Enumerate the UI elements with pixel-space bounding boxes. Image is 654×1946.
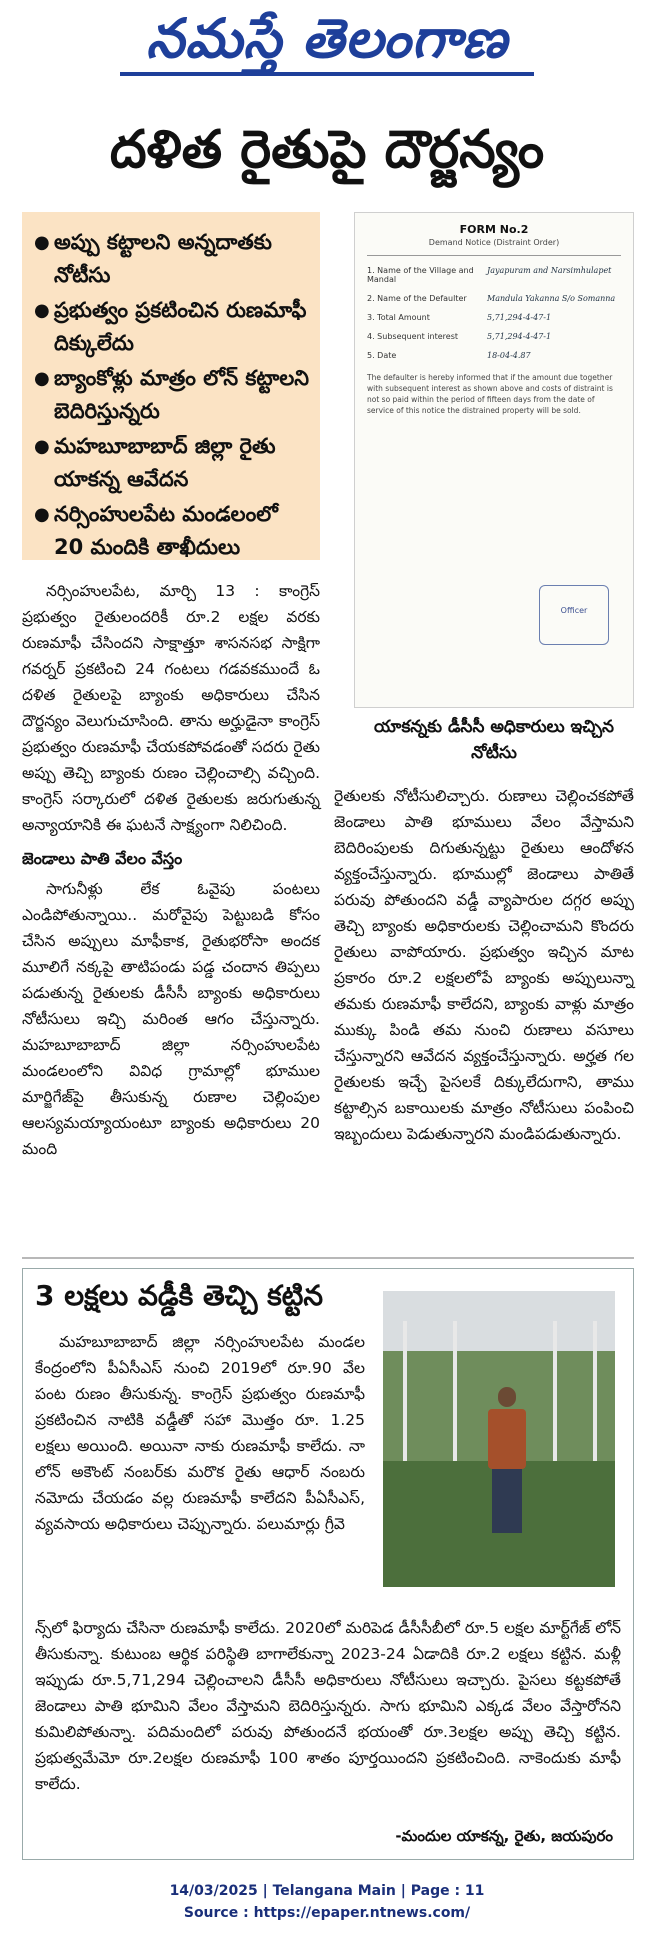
article-body-right: రైతులకు నోటీసులిచ్చారు. రుణాలు చెల్లించకపోతే జెండాలు పాతి భూములు వేలం వేస్తామని బెదిరింపులకు దిగుతున్నట్టు రైతులు ఆందోళన వ్యక్తంచేస్తున్నారు. భూముల్లో జెండాలు పాతితే పరువు పోతుందని వడ్డీ వ్యాపారుల దగ్గర అప్పు తెచ్చి బ్యాంకు అధికారులకు చెల్లించామని కొందరు రైతులు వాపోయారు. ప్రభుత్వం ఇచ్చిన మాట ప్రకారం రూ.2 లక్షలలోపే బ్యాంకు అప్పులున్నా తమకు రుణమాఫీ కాలేదని, బ్యాంకు వాళ్లు మాత్రం ముక్కు పిండి తమ నుంచి రుణాలు వసూలు చేస్తున్నారని ఆవేదన వ్యక్తంచేస్తున్నారు. అర్హత గల రైతులకు ఇచ్చే పైసలకే దిక్కులేదుగాని, తాము కట్టాల్సిన బకాయిలకు మాత్రం నోటీసులు పంపించి ఇబ్బందులు పెడుతున్నారని మండిపడుతున్నారు. [334,787,634,1143]
highlight-item: ● నర్సింహులపేట మండలంలో 20 మందికి తాఖీదులు [34,498,310,564]
article-body-left: సాగునీళ్లు లేక ఓవైపు పంటలు ఎండిపోతున్నాయి.. మరోవైపు పెట్టుబడి కోసం చేసిన అప్పులు మాఫీకాక, రైతుభరోసా అందక మూలిగే నక్కపై తాటిపండు పడ్డ చందాన తిప్పలు పడుతున్న రైతులకు డీసీసీ బ్యాంకు అధికారులు నోటీసులు ఇచ్చి మరింత ఆగం చేస్తున్నారు. మహబూబాబాద్ జిల్లా నర్సింహులపేట మండలంలోని వివిధ గ్రామాల్లో భూముల మార్జిగేజ్‌పై తీసుకున్న రుణాల చెల్లింపుల ఆలస్యమయ్యాయంటూ బ్యాంకు అధికారులు 20 మంది [22,880,320,1158]
footer-date-line: 14/03/2025 | Telangana Main | Page : 11 [169,1883,485,1899]
headline: దళిత రైతుపై దౌర్జన్యం [109,120,545,180]
masthead-title: నమస్తే తెలంగాణ [146,6,508,70]
notice-divider [367,255,621,256]
article-intro: నర్సింహులపేట, మార్చి 13 : కాంగ్రెస్ ప్రభుత్వం రైతులందరికీ రూ.2 లక్షల వరకు రుణమాఫీ చేసిందని సాక్షాత్తూ శాసనసభ సాక్షిగా గవర్నర్ ప్రకటించి 24 గంటలు గడవకముందే ఓ దళిత రైతులపై బ్యాంకు అధికారులు చేసిన దౌర్జన్యం వెలుగుచూసింది. తాను అర్హుడైనా కాంగ్రెస్ ప్రభుత్వం రుణమాఫీ చేయకపోవడంతో సదరు రైతు అప్పు తెచ్చి బ్యాంకు రుణం చెల్లించాల్సి వచ్చింది. కాంగ్రెస్ సర్కారులో దళిత రైతులకు జరుగుతున్న అన్యాయానికి ఈ ఘటనే సాక్ష్యంగా నిలిచింది. [22,582,320,834]
farmer-photo [383,1291,615,1587]
masthead-rule [120,72,534,76]
highlight-item: ● ప్రభుత్వం ప్రకటించిన రుణమాఫీ దిక్కులేదు [34,294,310,360]
notice-document-image [354,212,634,708]
notice-form-subtitle: Demand Notice (Distraint Order) [428,238,560,247]
article-right-column [334,783,634,1147]
notice-paragraph: The defaulter is hereby informed that if the amount due together with subsequent interest as shown above and costs of distraint is not so paid within the period of fifteen days from the date of service of this notice the distrained property will be sold. [367,373,613,415]
article-left-column [22,578,320,1162]
notice-row: 4. Subsequent interest 5,71,294-4-47-1 [367,332,552,341]
notice-row: 3. Total Amount 5,71,294-4-47-1 [367,313,552,322]
notice-row: 2. Name of the Defaulter Mandula Yakanna S/o Somanna [367,294,616,303]
bullet-icon: ● [34,436,50,457]
bullet-icon: ● [34,300,50,321]
farmer-quote-box [22,1268,634,1860]
article-subhead: జెండాలు పాతి వేలం వేస్తం [22,849,183,868]
box-text-bottom: న్స్‌లో ఫిర్యాదు చేసినా రుణమాఫీ కాలేదు. 2020లో మరిపెడ డీసీసీబీలో రూ.5 లక్షల మార్ట్‌గేజ్ లోన్ తీసుకున్నా. కుటుంబ ఆర్థిక పరిస్థితి బాగాలేకున్నా 2023-24 ఏడాదికి రూ.2 లక్షలు కట్టిన. మళ్లీ ఇప్పుడు రూ.5,71,294 చెల్లించాలని డీసీసీ అధికారులు నోటీసులు ఇచ్చారు. పైసలు కట్టకపోతే జెండాలు పాతి భూమిని వేలం వేస్తామని బెదిరిస్తున్నరు. సాగు భూమిని ఎక్కడ వేలం వేస్తారోనని కుమిలిపోతున్నా. పదిమందిలో పరువు పోతుందనే భయంతో రూ.3లక్షల అప్పు తెచ్చి కట్టిన. ప్రభుత్వమేమో రూ.2లక్షల రుణమాఫీ 100 శాతం పూర్తయిందని ప్రకటించింది. నాకెందుకు మాఫీ కాలేదు. [35,1619,621,1793]
notice-row: 5. Date 18-04-4.87 [367,351,531,360]
highlight-item: ● బ్యాంకోళ్లు మాత్రం లోన్ కట్టాలని బెదిరిస్తున్నరు [34,362,310,428]
bullet-icon: ● [34,232,50,253]
stamp-icon: Officer [539,585,609,645]
footer [0,1880,654,1924]
bullet-icon: ● [34,504,50,525]
masthead [0,0,654,112]
box-text-top: మహబూబాబాద్ జిల్లా నర్సింహులపేట మండల కేంద్రంలోని పీఏసీఎస్ నుంచి 2019లో రూ.90 వేల పంట రుణం తీసుకున్న. కాంగ్రెస్ ప్రభుత్వం రుణమాఫీ ప్రకటించిన నాటికి వడ్డీతో సహా మొత్తం రూ. 1.25 లక్షలు అయింది. అయినా నాకు రుణమాఫీ కాలేదు. నా లోన్ అకౌంట్ నంబర్‌కు మరొక రైతు ఆధార్ నంబరు నమోదు చేయడం వల్ల రుణమాఫీ కాలేదని పీఏసీఎస్, వ్యవసాయ అధికారులు చెప్పున్నారు. పలుమార్లు గ్రీవె [35,1333,365,1533]
byline: -మందుల యాకన్న, రైతు, జయపురం [395,1827,613,1845]
farmer-figure [487,1387,527,1537]
bullet-icon: ● [34,368,50,389]
highlight-item: ● అప్పు కట్టాలని అన్నదాతకు నోటీసు [34,226,310,292]
notice-row: 1. Name of the Village and Mandal Jayapuram and Narsimhulapet [367,266,612,284]
box-title: 3 లక్షలు వడ్డీకి తెచ్చి కట్టిన [35,1279,324,1312]
notice-caption: యాకన్నకు డీసీసీ అధికారులు ఇచ్చిన నోటీసు [374,717,614,763]
notice-form-title: FORM No.2 [459,223,529,236]
highlights-box [22,212,320,560]
section-divider [22,1257,634,1259]
footer-source-link[interactable]: Source : https://epaper.ntnews.com/ [183,1905,471,1921]
highlight-item: ● మహబూబాబాద్ జిల్లా రైతు యాకన్న ఆవేదన [34,430,310,496]
